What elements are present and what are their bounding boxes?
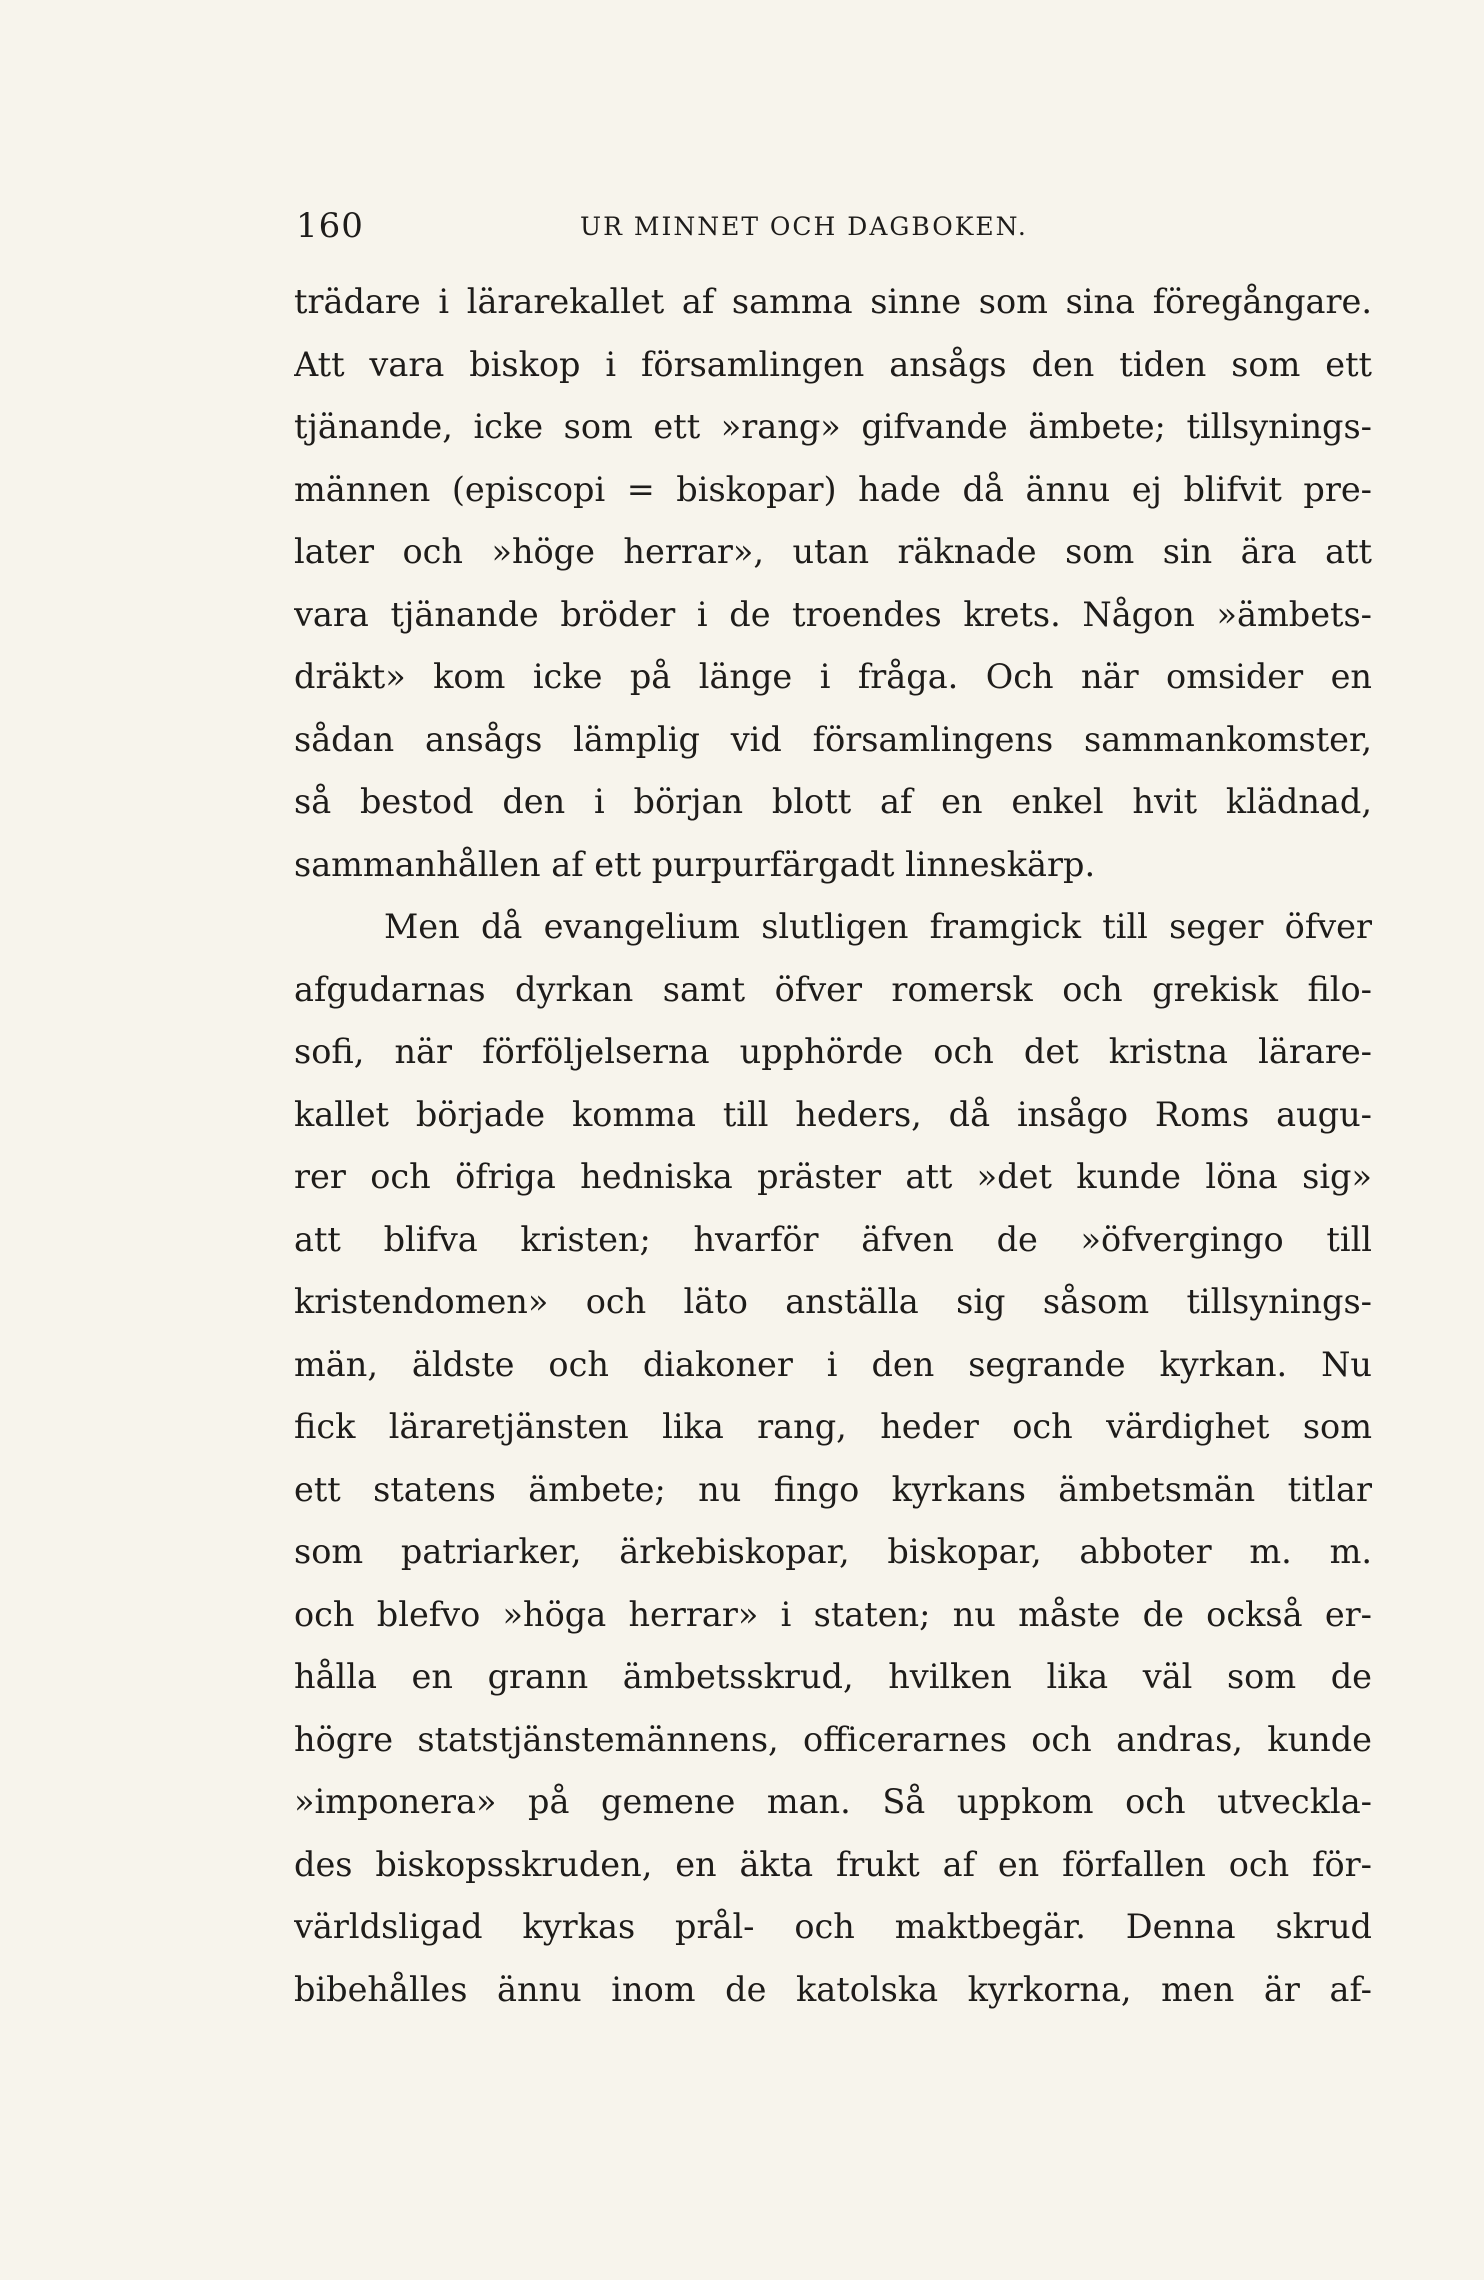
text-line: världsligad kyrkas prål- och maktbegär. Denna skrud [294,1907,1372,1946]
text-line: som patriarker, ärkebiskopar, biskopar, abboter m. m. [294,1532,1372,1571]
text-line: Men då evangelium slutligen framgick till seger öfver [384,907,1372,946]
text-line: och blefvo »höga herrar» i staten; nu måste de också er- [294,1594,1372,1634]
text-line: sofi, när förföljelserna upphörde och det kristna lärare- [294,1032,1372,1071]
text-line: bibehålles ännu inom de katolska kyrkorna, men är af- [294,1969,1372,2009]
text-line: männen (episcopi = biskopar) hade då ännu ej blifvit pre- [294,469,1372,509]
text-line: »imponera» på gemene man. Så uppkom och utveckla- [294,1782,1372,1821]
body-text [294,271,1372,2021]
text-line: rer och öfriga hedniska präster att »det kunde löna sig» [294,1157,1372,1196]
text-line: hålla en grann ämbetsskrud, hvilken lika väl som de [294,1657,1372,1696]
text-line: fick läraretjänsten lika rang, heder och värdighet som [294,1407,1372,1446]
text-line: afgudarnas dyrkan samt öfver romersk och grekisk filo- [294,969,1372,1009]
page-header [296,206,1376,256]
text-line: kallet började komma till heders, då insågo Roms augu- [294,1094,1372,1134]
text-line: att blifva kristen; hvarför äfven de »öfvergingo till [294,1219,1372,1259]
text-line: sammanhållen af ett purpurfärgadt linneskärp. [294,844,1096,884]
text-line: vara tjänande bröder i de troendes krets. Någon »ämbets- [294,594,1372,634]
text-line: kristendomen» och läto anställa sig såsom tillsynings- [294,1282,1372,1321]
text-line: trädare i lärarekallet af samma sinne som sina föregångare. [294,282,1372,321]
text-line: dräkt» kom icke på länge i fråga. Och när omsider en [294,657,1372,696]
text-line: later och »höge herrar», utan räknade som sin ära att [294,532,1372,571]
text-line: des biskopsskruden, en äkta frukt af en förfallen och för- [294,1844,1372,1884]
running-head: UR MINNET OCH DAGBOKEN. [580,212,1028,241]
text-line: så bestod den i början blott af en enkel hvit klädnad, [294,782,1372,821]
text-line: Att vara biskop i församlingen ansågs den tiden som ett [294,344,1372,384]
text-line: högre statstjänstemännens, officerarnes och andras, kunde [294,1719,1372,1759]
text-line: ett statens ämbete; nu fingo kyrkans ämbetsmän titlar [294,1469,1372,1509]
text-line: tjänande, icke som ett »rang» gifvande ämbete; tillsynings- [294,407,1372,446]
text-line: män, äldste och diakoner i den segrande kyrkan. Nu [294,1344,1372,1384]
text-line: sådan ansågs lämplig vid församlingens sammankomster, [294,719,1372,759]
page-number: 160 [296,206,364,246]
